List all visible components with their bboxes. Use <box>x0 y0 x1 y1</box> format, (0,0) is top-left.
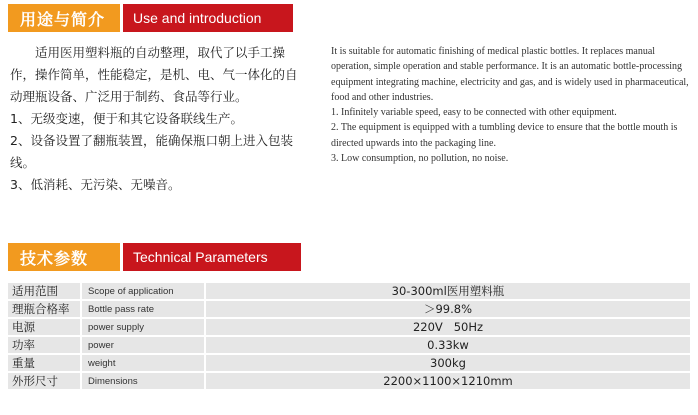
table-row <box>8 301 690 317</box>
intro-cn-paragraph: 适用医用塑料瓶的自动整理，取代了以手工操作，操作简单，性能稳定，是机、电、气一体化的自动理瓶设备、广泛用于制药、食品等行业。 <box>10 45 298 104</box>
intro-en-item: 2. The equipment is equipped with a tumbling device to ensure that the bottle mouth is directed upwards into the packaging line. <box>331 122 678 149</box>
param-value: 0.33kw <box>206 337 690 353</box>
param-value: ＞99.8% <box>206 301 690 317</box>
table-row <box>8 373 690 389</box>
param-label-cn: 理瓶合格率 <box>8 301 82 317</box>
param-label-cn: 重量 <box>8 355 82 371</box>
table-row <box>8 283 690 299</box>
param-value: 2200×1100×1210mm <box>206 373 690 389</box>
intro-en-item: 3. Low consumption, no pollution, no noise. <box>331 153 509 165</box>
param-label-en: power supply <box>82 319 206 335</box>
param-value: 30-300ml医用塑料瓶 <box>206 283 690 299</box>
intro-banner <box>8 4 293 32</box>
intro-banner-cn: 用途与简介 <box>8 4 120 32</box>
intro-banner-en: Use and introduction <box>120 4 293 32</box>
param-label-cn: 外形尺寸 <box>8 373 82 389</box>
intro-en-item: 1. Infinitely variable speed, easy to be connected with other equipment. <box>331 107 617 119</box>
intro-en-paragraph: It is suitable for automatic finishing of medical plastic bottles. It replaces manual operation, simple operation and stable performance. It is an automatic bottle-processing equipment integrating machine, electricity and gas, and is widely used in pharmaceutical, food and other industries. <box>331 46 689 103</box>
param-label-en: weight <box>82 355 206 371</box>
table-row <box>8 355 690 371</box>
tech-banner-en: Technical Parameters <box>120 243 301 271</box>
param-label-en: power <box>82 337 206 353</box>
intro-cn-item: 2、设备设置了翻瓶装置，能确保瓶口朝上进入包装线。 <box>10 133 293 170</box>
intro-chinese-text <box>10 42 300 196</box>
param-label-en: Dimensions <box>82 373 206 389</box>
param-label-cn: 电源 <box>8 319 82 335</box>
param-label-en: Bottle pass rate <box>82 301 206 317</box>
table-row <box>8 319 690 335</box>
intro-cn-item: 1、无级变速，便于和其它设备联线生产。 <box>10 111 243 126</box>
intro-english-text <box>331 44 691 166</box>
param-value: 300kg <box>206 355 690 371</box>
intro-cn-item: 3、低消耗、无污染、无噪音。 <box>10 177 181 192</box>
param-label-cn: 功率 <box>8 337 82 353</box>
param-label-en: Scope of application <box>82 283 206 299</box>
parameters-table <box>8 281 690 391</box>
param-value: 220V 50Hz <box>206 319 690 335</box>
tech-banner <box>8 243 301 271</box>
param-label-cn: 适用范围 <box>8 283 82 299</box>
tech-banner-cn: 技术参数 <box>8 243 120 271</box>
table-row <box>8 337 690 353</box>
